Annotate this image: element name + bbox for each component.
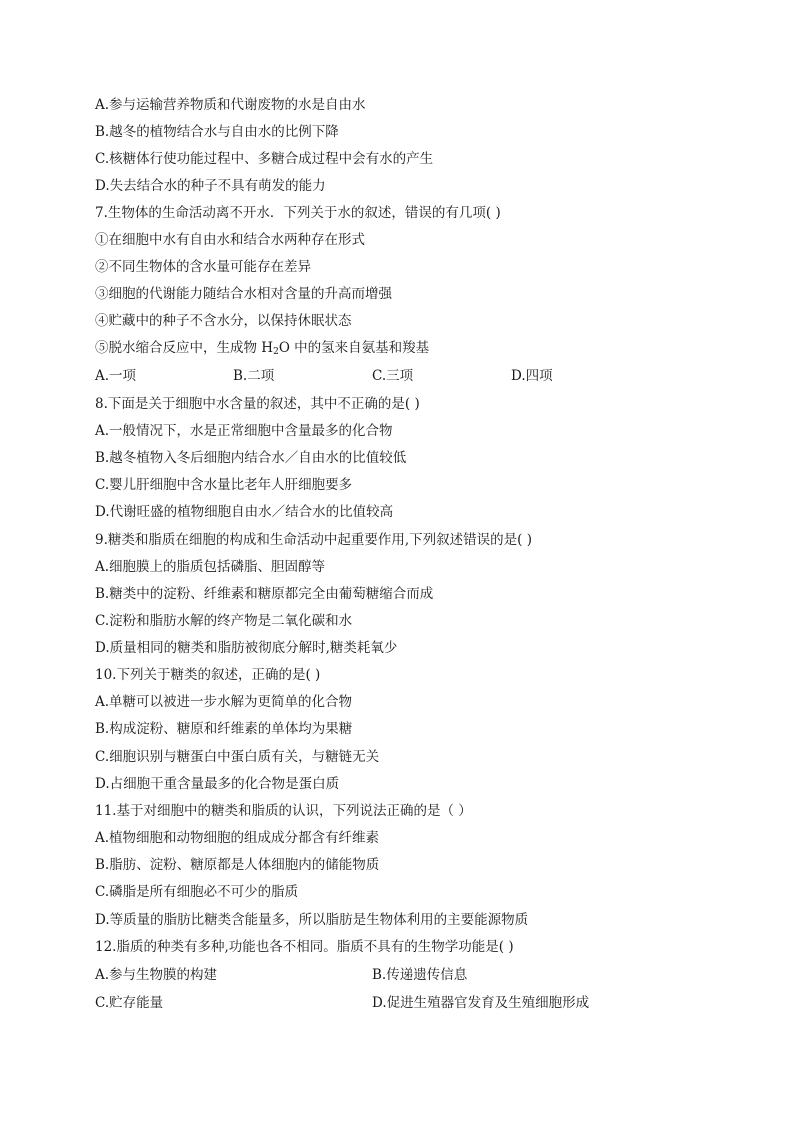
q8-stem: 8.下面是关于细胞中水含量的叙述，其中不正确的是( ): [95, 396, 420, 412]
q12-option-c: C.贮存能量: [95, 995, 164, 1011]
q6-option-c: C.核糖体行使功能过程中、多糖合成过程中会有水的产生: [95, 151, 434, 167]
q7-statement-5-sub: 2: [273, 347, 279, 357]
q12-option-a: A.参与生物膜的构建: [95, 967, 218, 983]
q9-option-d: D.质量相同的糖类和脂肪被彻底分解时,糖类耗氧少: [95, 640, 398, 656]
q7-statement-1: ①在细胞中水有自由水和结合水两种存在形式: [95, 232, 365, 248]
q11-option-d: D.等质量的脂肪比糖类含能量多，所以脂肪是生物体利用的主要能源物质: [95, 912, 529, 928]
q9-stem: 9.糖类和脂质在细胞的构成和生命活动中起重要作用,下列叙述错误的是( ): [95, 532, 532, 548]
q11-option-c: C.磷脂是所有细胞必不可少的脂质: [95, 884, 299, 900]
q7-option-c: C.三项: [372, 368, 414, 384]
q6-option-d: D.失去结合水的种子不具有萌发的能力: [95, 178, 326, 194]
q10-stem: 10.下列关于糖类的叙述，正确的是( ): [95, 667, 321, 683]
q7-stem: 7.生物体的生命活动离不开水．下列关于水的叙述，错误的有几项( ): [95, 205, 501, 221]
q9-option-b: B.糖类中的淀粉、纤维素和糖原都完全由葡萄糖缩合而成: [95, 586, 434, 602]
q10-option-d: D.占细胞干重含量最多的化合物是蛋白质: [95, 776, 340, 792]
q9-option-c: C.淀粉和脂肪水解的终产物是二氧化碳和水: [95, 613, 353, 629]
q9-option-a: A.细胞膜上的脂质包括磷脂、胆固醇等: [95, 559, 326, 575]
q8-option-d: D.代谢旺盛的植物细胞自由水／结合水的比值较高: [95, 504, 394, 520]
q11-option-a: A.植物细胞和动物细胞的组成成分都含有纤维素: [95, 830, 380, 846]
q7-statement-2: ②不同生物体的含水量可能存在差异: [95, 259, 311, 275]
q10-option-b: B.构成淀粉、糖原和纤维素的单体均为果糖: [95, 721, 353, 737]
q7-option-a: A.一项: [95, 368, 137, 384]
q8-option-c: C.婴儿肝细胞中含水量比老年人肝细胞要多: [95, 477, 353, 493]
q7-option-b: B.二项: [233, 368, 275, 384]
q7-statement-4: ④贮藏中的种子不含水分，以保持休眠状态: [95, 313, 352, 329]
q7-statement-3: ③细胞的代谢能力随结合水相对含量的升高而增强: [95, 286, 392, 302]
q11-stem: 11.基于对细胞中的糖类和脂质的认识，下列说法正确的是（ ）: [95, 803, 472, 819]
q11-option-b: B.脂肪、淀粉、糖原都是人体细胞内的储能物质: [95, 857, 380, 873]
q8-option-b: B.越冬植物入冬后细胞内结合水／自由水的比值较低: [95, 450, 407, 466]
q7-statement-5-post: O 中的氢来自氨基和羧基: [278, 340, 430, 356]
q10-option-c: C.细胞识别与糖蛋白中蛋白质有关，与糖链无关: [95, 749, 380, 765]
q12-option-b: B.传递遗传信息: [372, 967, 468, 983]
q7-statement-5-pre: ⑤脱水缩合反应中，生成物 H: [95, 340, 274, 356]
q7-option-d: D.四项: [511, 368, 553, 384]
q7-statement-5: [95, 338, 429, 358]
q12-option-d: D.促进生殖器官发育及生殖细胞形成: [372, 995, 590, 1011]
q8-option-a: A.一般情况下，水是正常细胞中含量最多的化合物: [95, 423, 393, 439]
q10-option-a: A.单糖可以被进一步水解为更简单的化合物: [95, 694, 353, 710]
q6-option-b: B.越冬的植物结合水与自由水的比例下降: [95, 124, 339, 140]
q6-option-a: A.参与运输营养物质和代谢废物的水是自由水: [95, 97, 366, 113]
q12-stem: 12.脂质的种类有多种,功能也各不相同。脂质不具有的生物学功能是( ): [95, 939, 514, 955]
